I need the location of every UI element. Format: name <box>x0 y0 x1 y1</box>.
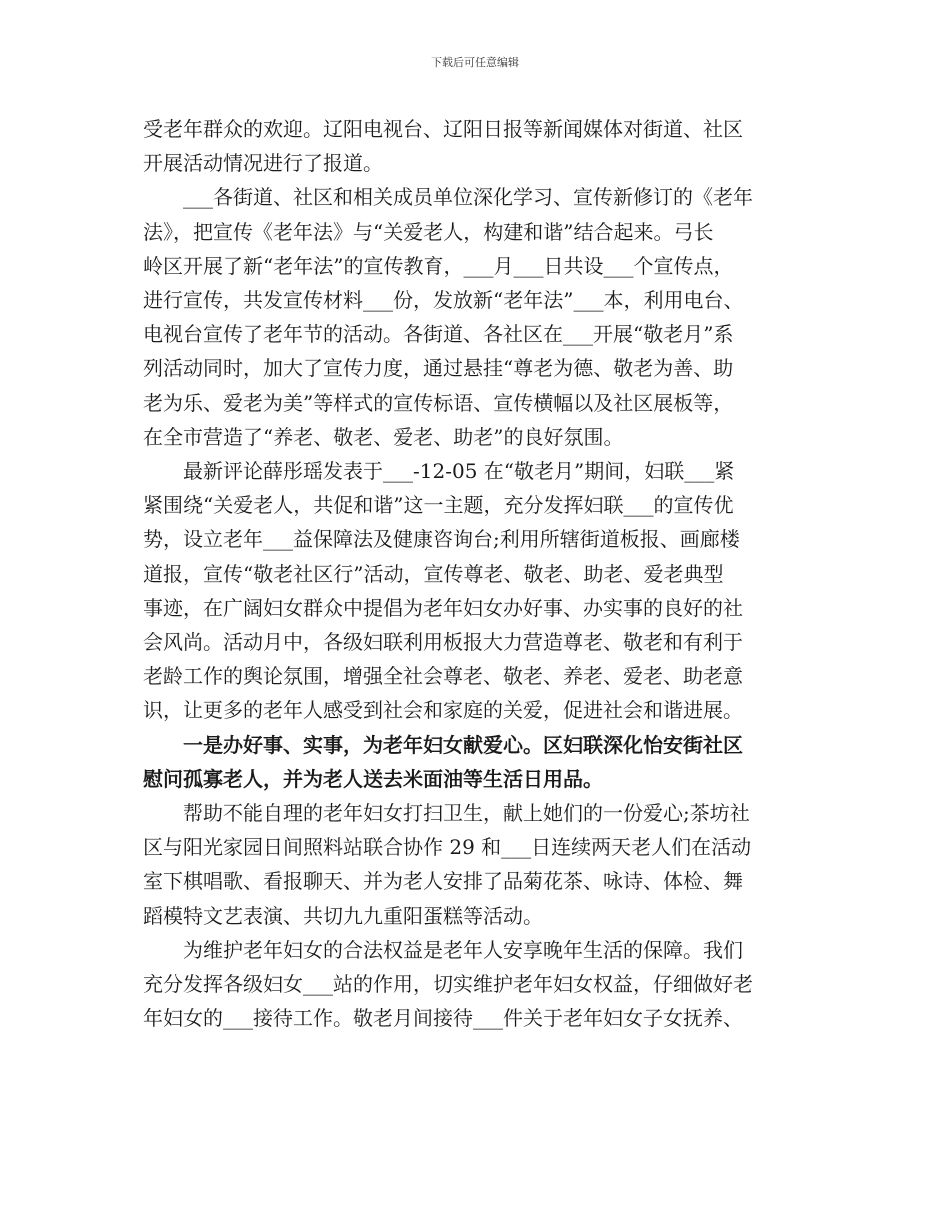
text-line: 势，设立老年___益保障法及健康咨询台;利用所辖街道板报、画廊楼 <box>143 527 740 552</box>
paragraph-4-bold <box>143 728 825 796</box>
text-line: 慰问孤寡老人，并为老人送去米面油等生活日用品。 <box>143 766 603 791</box>
text-line: 老龄工作的舆论氛围，增强全社会尊老、敬老、养老、爱老、助老意 <box>143 664 743 689</box>
text-line: 老为乐、爱老为美”等样式的宣传标语、宣传横幅以及社区展板等， <box>143 390 734 415</box>
text-line: ___各街道、社区和相关成员单位深化学习、宣传新修订的《老年 <box>183 185 753 210</box>
text-line: 帮助不能自理的老年妇女打扫卫生，献上她们的一份爱心;茶坊社 <box>183 801 750 826</box>
paragraph-1 <box>143 112 825 180</box>
text-line: 识，让更多的老年人感受到社会和家庭的关爱，促进社会和谐进展。 <box>143 698 743 723</box>
text-line: 在全市营造了“养老、敬老、爱老、助老”的良好氛围。 <box>143 424 624 449</box>
text-line: 进行宣传，共发宣传材料___份，发放新“老年法”___本，利用电台、 <box>143 288 744 313</box>
text-line: 开展活动情况进行了报道。 <box>143 151 383 176</box>
text-line: 法》，把宣传《老年法》与“关爱老人，构建和谐”结合起来。弓长 <box>143 219 714 244</box>
text-line: 充分发挥各级妇女___站的作用，切实维护老年妇女权益，仔细做好老 <box>143 972 753 997</box>
text-line: 区与阳光家园日间照料站联合协作 29 和___日连续两天老人们在活动 <box>143 835 752 860</box>
text-line: 最新评论薛彤瑶发表于___-12-05 在“敬老月”期间，妇联___紧 <box>183 459 735 484</box>
text-line: 受老年群众的欢迎。辽阳电视台、辽阳日报等新闻媒体对街道、社区 <box>143 117 743 141</box>
paragraph-5 <box>143 796 825 933</box>
text-line: 蹈模特文艺表演、共切九九重阳蛋糕等活动。 <box>143 903 543 928</box>
text-line: 电视台宣传了老年节的活动。各街道、各社区在___开展“敬老月”系 <box>143 322 734 347</box>
paragraph-6 <box>143 933 825 1036</box>
document-body <box>143 112 825 1035</box>
text-line: 一是办好事、实事，为老年妇女献爱心。区妇联深化怡安街社区 <box>183 732 743 757</box>
text-line: 年妇女的___接待工作。敬老月间接待___件关于老年妇女子女抚养、 <box>143 1006 743 1031</box>
text-line: 室下棋唱歌、看报聊天、并为老人安排了品菊花茶、咏诗、体检、舞 <box>143 869 743 894</box>
text-line: 为维护老年妇女的合法权益是老年人安享晚年生活的保障。我们 <box>183 937 743 962</box>
text-line: 事迹，在广阔妇女群众中提倡为老年妇女办好事、办实事的良好的社 <box>143 595 743 620</box>
text-line: 岭区开展了新“老年法”的宣传教育，___月___日共设___个宣传点， <box>143 253 734 278</box>
page-header-note: 下载后可任意编辑 <box>431 56 519 69</box>
paragraph-2 <box>143 180 825 454</box>
text-line: 道报，宣传“敬老社区行”活动，宣传尊老、敬老、助老、爱老典型 <box>143 561 724 586</box>
text-line: 紧围绕“关爱老人，共促和谐”这一主题，充分发挥妇联___的宣传优 <box>143 493 734 518</box>
text-line: 列活动同时，加大了宣传力度，通过悬挂“尊老为德、敬老为善、助 <box>143 356 734 381</box>
text-line: 会风尚。活动月中，各级妇联利用板报大力营造尊老、敬老和有利于 <box>143 630 743 655</box>
paragraph-3 <box>143 454 825 728</box>
